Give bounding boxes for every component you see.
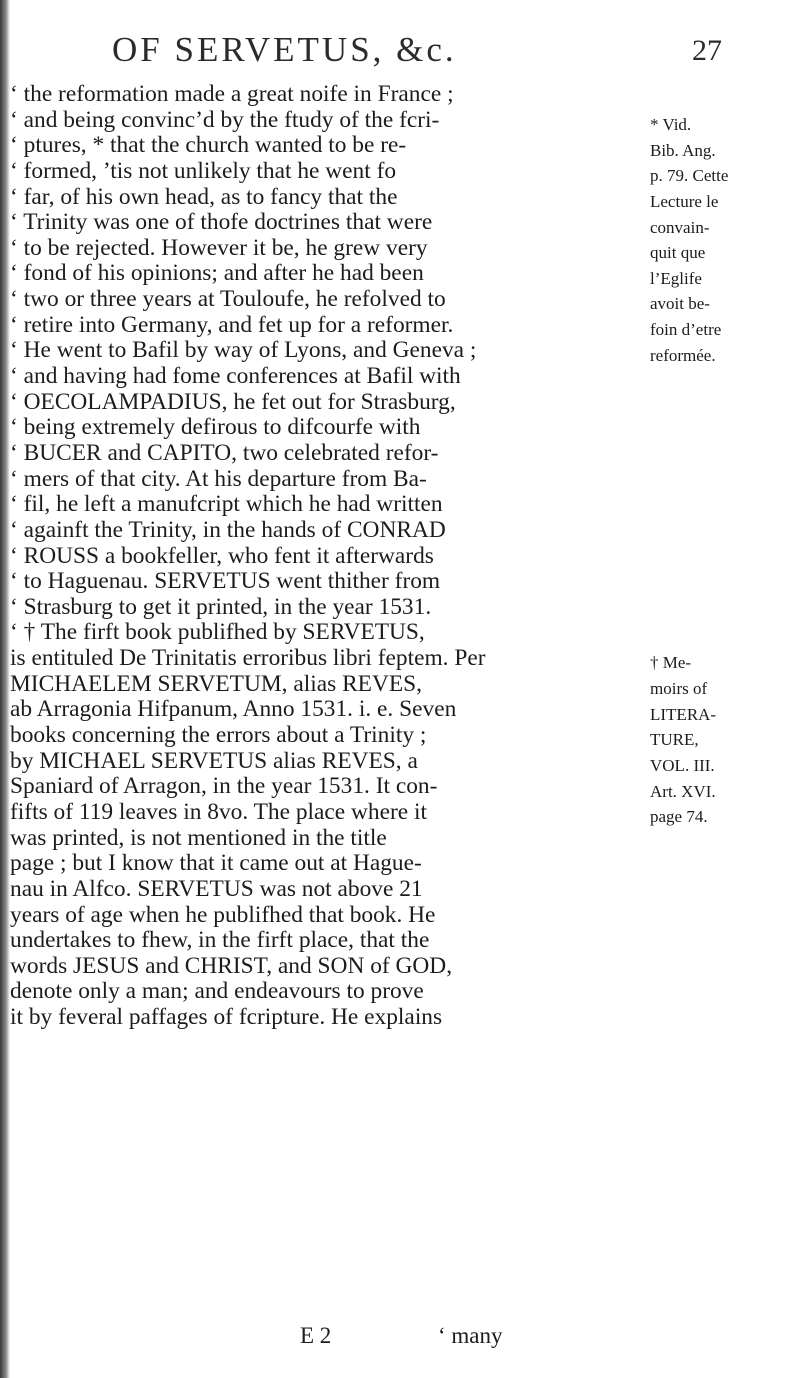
text-line: ‘ He went to Bafil by way of Lyons, and Geneva ; bbox=[10, 338, 477, 364]
margin-note-line bbox=[650, 445, 798, 471]
margin-note-line bbox=[650, 599, 798, 625]
book-spine-shadow bbox=[0, 0, 10, 1378]
text-line: ‘ Trinity was one of thofe doctrines that were bbox=[10, 210, 433, 236]
margin-note-line: Bib. Ang. bbox=[650, 140, 716, 160]
margin-note-line: l’Eglife bbox=[650, 268, 702, 288]
margin-note-line: page 74. bbox=[650, 807, 708, 827]
margin-note-line bbox=[650, 420, 798, 446]
text-line: ‘ fond of his opinions; and after he had been bbox=[10, 261, 424, 287]
text-line: denote only a man; and endeavours to prove bbox=[10, 979, 424, 1005]
margin-note-line: Lecture le bbox=[650, 191, 719, 211]
text-line: MICHAELEM SERVETUM, alias REVES, bbox=[10, 671, 422, 697]
text-line: ‘ againft the Trinity, in the hands of CONRAD bbox=[10, 517, 446, 543]
text-line: ‘ OECOLAMPADIUS, he fet out for Strasburg, bbox=[10, 389, 456, 415]
text-line: ‘ retire into Germany, and fet up for a reformer. bbox=[10, 312, 454, 338]
page-footer bbox=[10, 1323, 650, 1349]
text-line: undertakes to fhew, in the firft place, that the bbox=[10, 928, 430, 954]
margin-note-line bbox=[650, 368, 798, 394]
margin-note-line bbox=[650, 471, 798, 497]
text-line: ‘ † The firft book publifhed by SERVETUS, bbox=[10, 620, 425, 646]
text-line: ‘ to Haguenau. SERVETUS went thither from bbox=[10, 569, 441, 595]
margin-note-line: moirs of bbox=[650, 679, 708, 699]
text-line: books concerning the errors about a Trinity ; bbox=[10, 723, 427, 749]
margin-note-line bbox=[650, 625, 798, 651]
text-line: was printed, is not mentioned in the title bbox=[10, 825, 387, 851]
text-line: ‘ two or three years at Touloufe, he refolved to bbox=[10, 287, 446, 313]
text-line: is entituled De Trinitatis erroribus libri feptem. Per bbox=[10, 646, 486, 672]
text-line: it by feveral paffages of fcripture. He explains bbox=[10, 1005, 443, 1031]
text-line: by MICHAEL SERVETUS alias REVES, a bbox=[10, 748, 418, 774]
margin-note-line: † Me- bbox=[650, 653, 692, 673]
text-line: Spaniard of Arragon, in the year 1531. It con- bbox=[10, 774, 438, 800]
margin-note-line: p. 79. Cette bbox=[650, 166, 729, 186]
catchword: ‘ many bbox=[438, 1323, 503, 1348]
text-line: ‘ and being convinc’d by the ftudy of the fcri- bbox=[10, 107, 440, 133]
text-line: ‘ Strasburg to get it printed, in the year 1531. bbox=[10, 594, 432, 620]
margin-note-line: convain- bbox=[650, 217, 710, 237]
marginal-notes bbox=[650, 112, 798, 830]
margin-note-line: VOL. III. bbox=[650, 756, 715, 776]
margin-note-line: foin d’etre bbox=[650, 320, 722, 340]
margin-note-line: * Vid. bbox=[650, 115, 692, 134]
main-text-column bbox=[10, 82, 650, 1031]
margin-note-line: LITERA- bbox=[650, 704, 717, 724]
margin-note-line: TURE, bbox=[650, 730, 699, 750]
margin-note-line bbox=[650, 394, 798, 420]
running-head: OF SERVETUS, &c. bbox=[112, 30, 457, 69]
margin-note-line: reformée. bbox=[650, 345, 716, 365]
text-line: ‘ ptures, * that the church wanted to be re- bbox=[10, 133, 407, 159]
text-line: ‘ formed, ’tis not unlikely that he went fo bbox=[10, 158, 397, 184]
text-line: page ; but I know that it came out at Hague- bbox=[10, 851, 422, 877]
text-line: ‘ far, of his own head, as to fancy that the bbox=[10, 184, 398, 210]
text-line: nau in Alfco. SERVETUS was not above 21 bbox=[10, 876, 423, 902]
text-line: ‘ the reformation made a great noife in France ; bbox=[10, 82, 454, 107]
margin-note-line bbox=[650, 497, 798, 523]
margin-note-line bbox=[650, 548, 798, 574]
page-header bbox=[112, 30, 722, 80]
text-line: words JESUS and CHRIST, and SON of GOD, bbox=[10, 953, 453, 979]
margin-note-line bbox=[650, 522, 798, 548]
text-line: ‘ and having had fome conferences at Bafil with bbox=[10, 364, 461, 390]
signature-mark: E 2 bbox=[300, 1323, 332, 1348]
margin-note-line bbox=[650, 574, 798, 600]
text-line: years of age when he publifhed that book. He bbox=[10, 902, 436, 928]
text-line: ‘ mers of that city. At his departure from Ba- bbox=[10, 466, 427, 492]
text-line: ‘ fil, he left a manufcript which he had written bbox=[10, 492, 443, 518]
text-line: ‘ ROUSS a bookfeller, who fent it afterwards bbox=[10, 543, 434, 569]
margin-note-line: Art. XVI. bbox=[650, 781, 716, 801]
text-line: ab Arragonia Hifpanum, Anno 1531. i. e. Seven bbox=[10, 697, 457, 723]
text-line: ‘ being extremely defirous to difcourfe with bbox=[10, 415, 421, 441]
text-line: fifts of 119 leaves in 8vo. The place where it bbox=[10, 799, 427, 825]
margin-note-line: avoit be- bbox=[650, 294, 710, 314]
text-line: ‘ to be rejected. However it be, he grew very bbox=[10, 235, 428, 261]
text-line: ‘ BUCER and CAPITO, two celebrated refor- bbox=[10, 440, 439, 466]
margin-note-line: quit que bbox=[650, 243, 706, 263]
page-number: 27 bbox=[692, 34, 722, 67]
